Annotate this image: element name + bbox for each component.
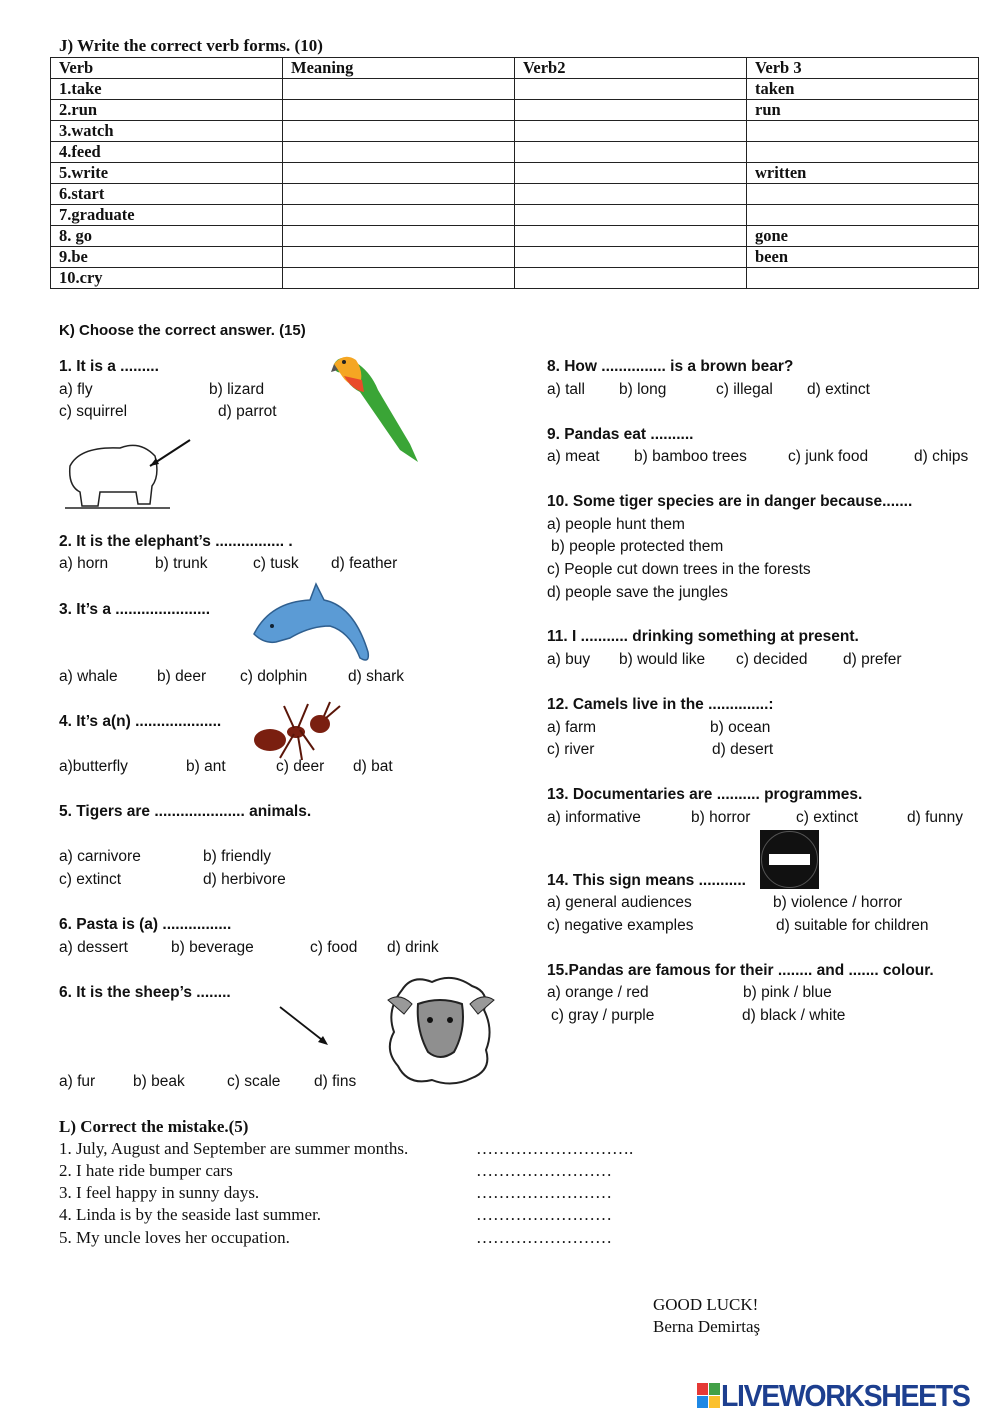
verb-forms-table — [50, 57, 979, 289]
answer-cell[interactable] — [515, 226, 747, 247]
question-2: 2. It is the elephant’s ................ . — [59, 533, 293, 550]
answer-cell[interactable] — [283, 121, 515, 142]
option-a[interactable]: a) horn — [59, 555, 109, 572]
question-1: 1. It is a ......... — [59, 358, 159, 375]
option-c[interactable]: c) food — [310, 939, 358, 956]
answer-cell[interactable] — [747, 268, 979, 289]
option-a[interactable]: a) general audiences — [547, 894, 692, 911]
answer-cell[interactable] — [515, 100, 747, 121]
option-c[interactable]: c) extinct — [796, 809, 859, 826]
option-c[interactable]: c) tusk — [253, 555, 299, 572]
answer-cell[interactable] — [515, 268, 747, 289]
table-row — [51, 268, 979, 289]
answer-cell: been — [747, 247, 979, 268]
option-c[interactable]: c) gray / purple — [551, 1007, 655, 1024]
option-b[interactable]: b) friendly — [203, 848, 272, 865]
sheep-image — [382, 970, 500, 1090]
option-c[interactable]: c) river — [547, 741, 595, 758]
mistake-sentence: 3. I feel happy in sunny days. — [59, 1183, 260, 1202]
arrow-icon — [278, 1005, 333, 1050]
table-row — [51, 247, 979, 268]
option-b[interactable]: b) pink / blue — [743, 984, 832, 1001]
option-a[interactable]: a) people hunt them — [547, 516, 685, 533]
verb-cell: 4.feed — [51, 142, 283, 163]
answer-cell: written — [747, 163, 979, 184]
header-verb2: Verb2 — [515, 58, 747, 79]
option-d[interactable]: d) chips — [914, 448, 969, 465]
option-a[interactable]: a) tall — [547, 381, 585, 398]
mistake-sentence: 4. Linda is by the seaside last summer. — [59, 1205, 322, 1224]
answer-cell: taken — [747, 79, 979, 100]
header-meaning: Meaning — [283, 58, 515, 79]
verb-cell: 8. go — [51, 226, 283, 247]
option-a[interactable]: a) farm — [547, 719, 597, 736]
logo-blocks-icon — [697, 1383, 721, 1409]
question-3: 3. It’s a ...................... — [59, 601, 211, 618]
answer-cell[interactable] — [747, 142, 979, 163]
dolphin-image — [250, 582, 375, 667]
option-b[interactable]: b) beak — [133, 1073, 185, 1090]
mistake-sentence: 5. My uncle loves her occupation. — [59, 1228, 290, 1247]
question-12: 12. Camels live in the ..............: — [547, 696, 774, 713]
verb-cell: 5.write — [51, 163, 283, 184]
verb-cell: 10.cry — [51, 268, 283, 289]
option-b[interactable]: b) people protected them — [551, 538, 724, 555]
option-a[interactable]: a) meat — [547, 448, 600, 465]
question-9: 9. Pandas eat .......... — [547, 426, 694, 443]
table-header-row — [51, 58, 979, 79]
answer-cell[interactable] — [283, 205, 515, 226]
answer-cell[interactable] — [283, 100, 515, 121]
question-4: 4. It’s a(n) .................... — [59, 713, 222, 730]
option-b[interactable]: b) deer — [157, 668, 207, 685]
option-b[interactable]: b) violence / horror — [773, 894, 903, 911]
header-verb3: Verb 3 — [747, 58, 979, 79]
section-j-title: J) Write the correct verb forms. (10) — [59, 36, 323, 55]
answer-cell[interactable] — [747, 205, 979, 226]
question-6-sheep: 6. It is the sheep’s ........ — [59, 984, 231, 1001]
option-b[interactable]: b) ant — [186, 758, 226, 775]
author-name: Berna Demirtaş — [653, 1317, 761, 1336]
answer-cell[interactable] — [515, 142, 747, 163]
liveworksheets-logo — [697, 1378, 991, 1413]
answer-cell[interactable] — [283, 163, 515, 184]
answer-cell[interactable] — [283, 142, 515, 163]
option-c[interactable]: c) deer — [276, 758, 325, 775]
answer-cell[interactable] — [515, 163, 747, 184]
answer-blank[interactable]: …………………… — [476, 1183, 612, 1202]
verb-cell: 3.watch — [51, 121, 283, 142]
option-a[interactable]: a) whale — [59, 668, 118, 685]
logo-text: LIVEWORKSHEETS — [721, 1378, 970, 1413]
option-d[interactable]: d) parrot — [218, 403, 277, 420]
option-a[interactable]: a) dessert — [59, 939, 128, 956]
answer-cell[interactable] — [515, 205, 747, 226]
option-b[interactable]: b) trunk — [155, 555, 208, 572]
option-d[interactable]: d) extinct — [807, 381, 870, 398]
option-d[interactable]: d) suitable for children — [776, 917, 929, 934]
ant-image — [250, 700, 342, 764]
option-a[interactable]: a)butterfly — [59, 758, 128, 775]
option-d[interactable]: d) herbivore — [203, 871, 286, 888]
option-d[interactable]: d) fins — [314, 1073, 357, 1090]
table-row — [51, 205, 979, 226]
verb-cell: 1.take — [51, 79, 283, 100]
section-k-title: K) Choose the correct answer. (15) — [59, 322, 306, 339]
question-5: 5. Tigers are ..................... animals. — [59, 803, 312, 820]
no-entry-sign-icon — [760, 830, 819, 889]
header-verb: Verb — [51, 58, 283, 79]
option-c[interactable]: c) junk food — [788, 448, 869, 465]
verb-cell: 7.graduate — [51, 205, 283, 226]
answer-cell[interactable] — [283, 247, 515, 268]
good-luck-text: GOOD LUCK! — [653, 1295, 759, 1314]
verb-cell: 9.be — [51, 247, 283, 268]
question-13: 13. Documentaries are .......... programmes. — [547, 786, 863, 803]
option-d[interactable]: d) people save the jungles — [547, 584, 728, 601]
answer-blank[interactable]: …………………… — [476, 1161, 612, 1180]
answer-cell[interactable] — [283, 268, 515, 289]
option-d[interactable]: d) drink — [387, 939, 439, 956]
answer-cell[interactable] — [747, 184, 979, 205]
parrot-image — [330, 350, 422, 465]
answer-cell[interactable] — [515, 79, 747, 100]
option-d[interactable]: d) shark — [348, 668, 404, 685]
question-6: 6. Pasta is (a) ................ — [59, 916, 232, 933]
verb-cell: 6.start — [51, 184, 283, 205]
question-10: 10. Some tiger species are in danger because....... — [547, 493, 913, 510]
option-a[interactable]: a) buy — [547, 651, 591, 668]
question-11: 11. I ........... drinking something at present. — [547, 628, 859, 645]
option-c[interactable]: c) scale — [227, 1073, 281, 1090]
mistake-sentence: 2. I hate ride bumper cars — [59, 1161, 233, 1180]
table-row — [51, 184, 979, 205]
option-b[interactable]: b) beverage — [171, 939, 254, 956]
verb-cell: 2.run — [51, 100, 283, 121]
section-l-title: L) Correct the mistake.(5) — [59, 1117, 249, 1136]
answer-cell[interactable] — [283, 184, 515, 205]
option-c[interactable]: c) decided — [736, 651, 808, 668]
option-b[interactable]: b) bamboo trees — [634, 448, 747, 465]
option-a[interactable]: a) fly — [59, 381, 93, 398]
option-d[interactable]: d) feather — [331, 555, 398, 572]
option-b[interactable]: b) ocean — [710, 719, 771, 736]
table-row — [51, 100, 979, 121]
answer-blank[interactable]: ………………………. — [476, 1139, 634, 1158]
option-a[interactable]: a) carnivore — [59, 848, 141, 865]
answer-cell[interactable] — [515, 121, 747, 142]
option-b[interactable]: b) lizard — [209, 381, 265, 398]
option-c[interactable]: c) squirrel — [59, 403, 128, 420]
option-a[interactable]: a) fur — [59, 1073, 96, 1090]
option-a[interactable]: a) orange / red — [547, 984, 649, 1001]
option-c[interactable]: c) extinct — [59, 871, 122, 888]
option-d[interactable]: d) prefer — [843, 651, 902, 668]
option-b[interactable]: b) long — [619, 381, 667, 398]
answer-cell[interactable] — [283, 79, 515, 100]
option-d[interactable]: d) bat — [353, 758, 393, 775]
question-14: 14. This sign means ........... — [547, 872, 746, 889]
option-c[interactable]: c) negative examples — [547, 917, 694, 934]
answer-cell[interactable] — [283, 226, 515, 247]
elephant-image — [60, 436, 195, 516]
option-c[interactable]: c) People cut down trees in the forests — [547, 561, 811, 578]
option-b[interactable]: b) horror — [691, 809, 751, 826]
option-d[interactable]: d) funny — [907, 809, 964, 826]
answer-blank[interactable]: …………………… — [476, 1228, 612, 1247]
option-d[interactable]: d) black / white — [742, 1007, 846, 1024]
mistake-sentence: 1. July, August and September are summer months. — [59, 1139, 409, 1158]
answer-cell: run — [747, 100, 979, 121]
answer-cell[interactable] — [747, 121, 979, 142]
table-row — [51, 121, 979, 142]
answer-cell: gone — [747, 226, 979, 247]
option-d[interactable]: d) desert — [712, 741, 774, 758]
answer-blank[interactable]: …………………… — [476, 1205, 612, 1224]
table-row — [51, 142, 979, 163]
option-c[interactable]: c) illegal — [716, 381, 773, 398]
question-15: 15.Pandas are famous for their ........ and ....... colour. — [547, 962, 934, 979]
option-a[interactable]: a) informative — [547, 809, 641, 826]
table-row — [51, 163, 979, 184]
option-b[interactable]: b) would like — [619, 651, 706, 668]
table-row — [51, 79, 979, 100]
question-8: 8. How ............... is a brown bear? — [547, 358, 794, 375]
answer-cell[interactable] — [515, 247, 747, 268]
answer-cell[interactable] — [515, 184, 747, 205]
table-row — [51, 226, 979, 247]
option-c[interactable]: c) dolphin — [240, 668, 308, 685]
